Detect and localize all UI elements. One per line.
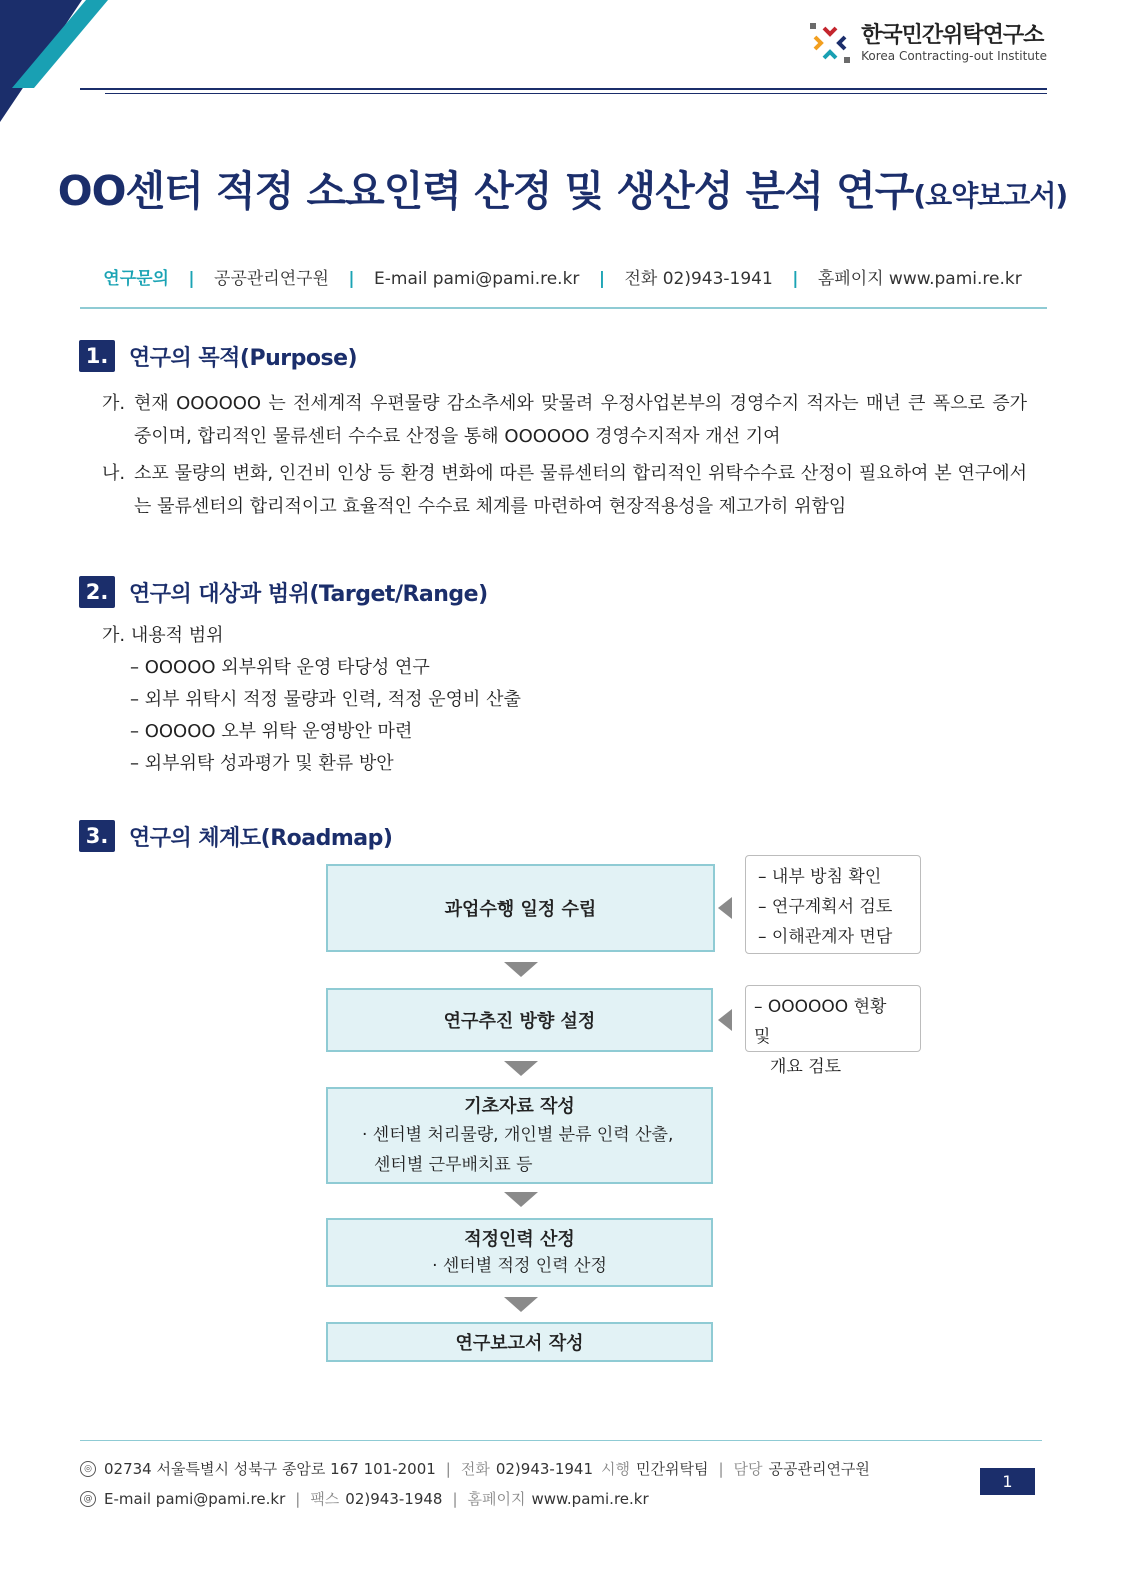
roadmap-step [326, 1322, 713, 1362]
section-roadmap-heading [79, 820, 392, 852]
header-rule-thin [105, 93, 1047, 94]
step-title: 과업수행 일정 수립 [444, 899, 597, 920]
purpose-list [102, 387, 1027, 523]
logo-mark-icon [807, 20, 853, 66]
note-line: – 내부 방침 확인 [758, 867, 882, 887]
contact-separator: | [792, 269, 799, 289]
item-text: 소포 물량의 변화, 인건비 인상 등 환경 변화에 따른 물류센터의 합리적인 위탁수수료 산정이 필요하여 본 연구에서는 물류센터의 합리적이고 효율적인 수수료 체계를 마련하여 현장적용성을 제고가히 위함임 [134, 463, 1027, 517]
footer-owner-label: 담당 [733, 1460, 763, 1478]
roadmap-side-note [745, 855, 921, 954]
footer-line-1 [80, 1458, 870, 1479]
step-title: 연구추진 방향 설정 [443, 1011, 596, 1032]
footer-phone: 02)943-1941 [495, 1459, 593, 1478]
footer-home-label: 홈페이지 [467, 1490, 526, 1508]
roadmap-step [326, 1218, 713, 1287]
roadmap-step [326, 864, 715, 952]
corner-decoration [0, 0, 120, 130]
page-number: 1 [980, 1468, 1035, 1495]
footer-separator: | [718, 1459, 724, 1478]
range-list [102, 620, 521, 780]
section-purpose-heading [79, 340, 357, 372]
list-item: – 외부 위탁시 적정 물량과 인력, 적정 운영비 산출 [130, 689, 521, 710]
roadmap-step [326, 988, 713, 1052]
page-title [0, 158, 1125, 217]
contact-line [0, 264, 1125, 289]
arrow-down-icon [504, 1297, 538, 1312]
step-desc: · 센터별 처리물량, 개인별 분류 인력 산출, [362, 1124, 674, 1145]
list-item: – OOOOO 외부위탁 운영 타당성 연구 [130, 657, 430, 678]
footer-separator: | [295, 1489, 301, 1508]
logo-korean-name: 한국민간위탁연구소 [861, 23, 1044, 48]
title-main: OO센터 적정 소요인력 산정 및 생산성 분석 연구 [57, 167, 914, 215]
roadmap-step [326, 1087, 713, 1184]
roadmap-side-note [745, 985, 921, 1077]
arrow-left-icon [718, 897, 732, 919]
range-heading: 가. 내용적 범위 [102, 625, 224, 646]
list-item: – OOOOO 오부 위탁 운영방안 마련 [130, 721, 413, 742]
title-sub: (요약보고서) [913, 179, 1068, 212]
purpose-item [102, 457, 1027, 523]
mail-icon: @ [80, 1491, 96, 1507]
contact-rule [80, 307, 1047, 309]
footer-exec-label: 시행 [601, 1460, 630, 1478]
arrow-down-icon [504, 1061, 538, 1076]
item-text: 현재 OOOOOO 는 전세계적 우편물량 감소추세와 맞물려 우정사업본부의 경영수지 적자는 매년 큰 폭으로 증가 중이며, 합리적인 물류센터 수수료 산정을 통해 OOOOOO 경영수지적자 개선 기여 [134, 393, 1027, 447]
contact-email[interactable]: E-mail pami@pami.re.kr [374, 269, 580, 289]
footer-exec: 민간위탁팀 [635, 1460, 709, 1478]
header-rule [80, 88, 1047, 90]
contact-separator: | [598, 269, 606, 289]
section-number: 2. [79, 576, 115, 608]
contact-org: 공공관리연구원 [214, 269, 329, 289]
section-title: 연구의 목적(Purpose) [129, 345, 358, 371]
step-desc: · 센터별 적정 인력 산정 [432, 1255, 607, 1276]
step-title: 적정인력 산정 [464, 1228, 575, 1250]
logo-english-name: Korea Contracting-out Institute [861, 49, 1047, 63]
section-range-heading [79, 576, 488, 608]
footer-fax-label: 팩스 [310, 1490, 340, 1508]
contact-label: 연구문의 [103, 269, 169, 289]
note-line: – 이해관계자 면담 [758, 927, 893, 947]
note-line: – 연구계획서 검토 [758, 897, 893, 917]
footer-owner: 공공관리연구원 [768, 1460, 870, 1478]
item-marker: 나. [102, 463, 126, 484]
footer-fax: 02)943-1948 [345, 1489, 443, 1508]
contact-separator: | [348, 269, 355, 289]
footer-address: 02734 서울특별시 성북구 종암로 167 101-2001 [104, 1460, 436, 1478]
location-icon: ◎ [80, 1461, 96, 1477]
arrow-down-icon [504, 962, 538, 977]
footer-email[interactable]: E-mail pami@pami.re.kr [104, 1489, 286, 1508]
section-number: 1. [79, 340, 115, 372]
purpose-item [102, 387, 1027, 453]
footer-home[interactable]: www.pami.re.kr [531, 1489, 649, 1508]
footer-rule [80, 1440, 1042, 1441]
arrow-down-icon [504, 1192, 538, 1207]
section-number: 3. [79, 820, 115, 852]
step-desc: 센터별 근무배치표 등 [374, 1154, 533, 1175]
item-marker: 가. [102, 393, 126, 414]
section-title: 연구의 체계도(Roadmap) [129, 825, 393, 851]
note-line: 개요 검토 [770, 1057, 842, 1077]
list-item: – 외부위탁 성과평가 및 환류 방안 [130, 753, 394, 774]
footer-separator: | [445, 1459, 451, 1478]
footer-separator: | [452, 1489, 458, 1508]
step-title: 기초자료 작성 [464, 1095, 575, 1117]
contact-phone: 전화 02)943-1941 [624, 269, 773, 289]
footer-line-2 [80, 1488, 649, 1509]
institute-logo[interactable] [807, 20, 1047, 66]
footer-phone-label: 전화 [460, 1460, 490, 1478]
note-line: – OOOOOO 현황 및 [754, 997, 887, 1047]
contact-separator: | [188, 269, 195, 289]
step-title: 연구보고서 작성 [455, 1333, 584, 1354]
arrow-left-icon [718, 1009, 732, 1031]
contact-homepage[interactable]: 홈페이지 www.pami.re.kr [817, 269, 1022, 289]
section-title: 연구의 대상과 범위(Target/Range) [129, 581, 488, 607]
